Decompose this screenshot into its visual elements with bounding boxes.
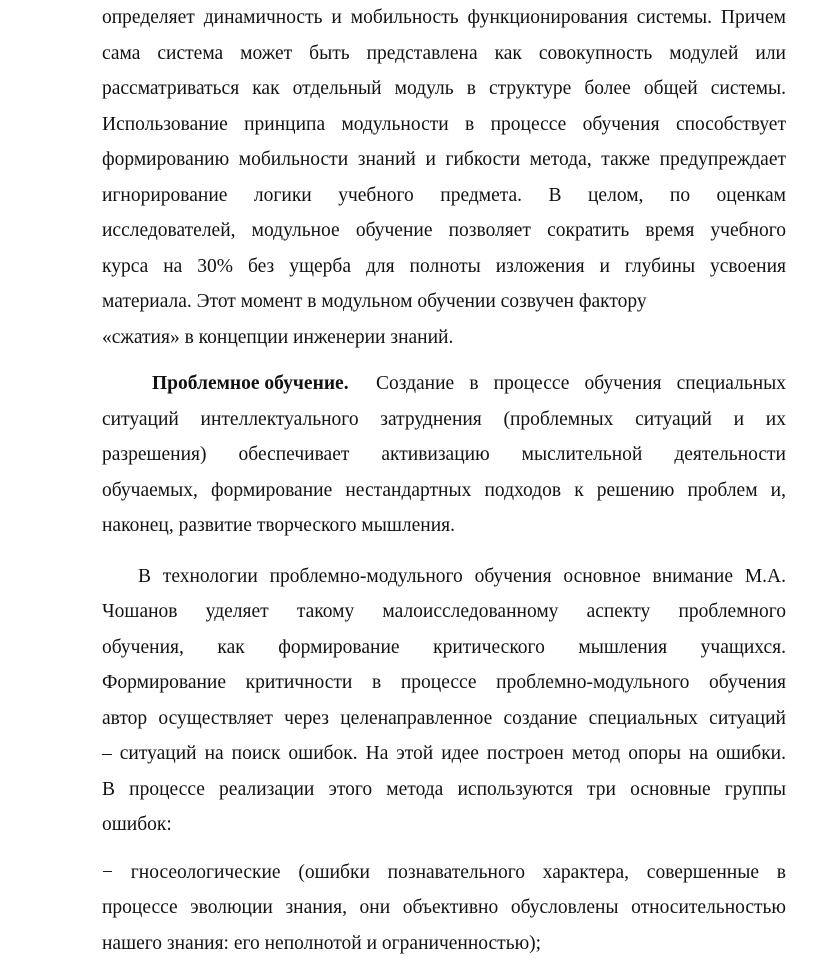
text-line: наконец, развитие творческого мышления. (102, 515, 455, 536)
list-item: − гносеологические (ошибки познавательного характера, совершенные в (102, 862, 786, 883)
text-line: В технологии проблемно-модульного обучения основное внимание М.А. (138, 566, 786, 587)
text-line: В процессе реализации этого метода используются три основные группы (102, 779, 786, 800)
text-line: нашего знания: его неполнотой и ограниченностью); (102, 933, 542, 954)
text-line: курса на 30% без ущерба для полноты изложения и глубины усвоения (102, 256, 786, 277)
text-line: Формирование критичности в процессе проблемно-модульного обучения (102, 672, 786, 693)
text-line: – ситуаций на поиск ошибок. На этой идее построен метод опоры на ошибки. (102, 743, 786, 764)
text-line: автор осуществляет через целенаправленное создание специальных ситуаций (102, 708, 786, 729)
section-heading (152, 372, 349, 396)
text-line: Создание в процессе обучения специальных (376, 373, 786, 394)
text-line: ситуаций интеллектуального затруднения (проблемных ситуаций и их (102, 409, 786, 430)
text-line: обучения, как формирование критического мышления учащихся. (102, 637, 786, 658)
text-line: игнорирование логики учебного предмета. В целом, по оценкам (102, 185, 786, 206)
text-line: «сжатия» в концепции инженерии знаний. (102, 327, 454, 348)
text-line: ошибок: (102, 814, 172, 835)
text-line: исследователей, модульное обучение позволяет сократить время учебного (102, 220, 786, 241)
text-line: Использование принципа модульности в процессе обучения способствует (102, 114, 786, 135)
heading-text: Проблемное обучение. (152, 373, 349, 394)
text-line: обучаемых, формирование нестандартных подходов к решению проблем и, (102, 480, 786, 501)
text-line: материала. Этот момент в модульном обучении созвучен фактору (102, 291, 647, 312)
text-line: сама система может быть представлена как совокупность модулей или (102, 43, 786, 64)
text-line: рассматриваться как отдельный модуль в структуре более общей системы. (102, 78, 786, 99)
text-line: процессе эволюции знания, они объективно обусловлены относительностью (102, 897, 786, 918)
text-line: формированию мобильности знаний и гибкости метода, также предупреждает (102, 149, 786, 170)
text-line: определяет динамичность и мобильность функционирования системы. Причем (102, 7, 786, 28)
text-line: Чошанов уделяет такому малоисследованному аспекту проблемного (102, 601, 786, 622)
text-line: разрешения) обеспечивает активизацию мыслительной деятельности (102, 444, 786, 465)
